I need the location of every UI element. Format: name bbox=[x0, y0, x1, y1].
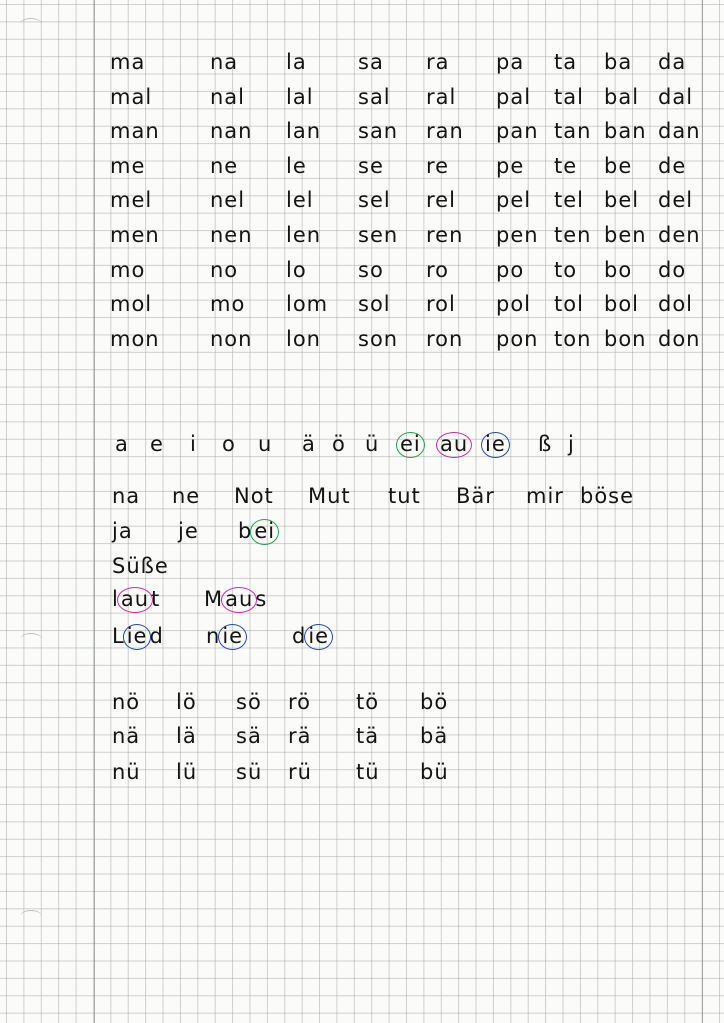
word: Not bbox=[234, 484, 274, 508]
syllable-cell: pen bbox=[496, 223, 539, 247]
ei-circle: ei bbox=[396, 432, 425, 458]
syllable-cell: ma bbox=[110, 50, 146, 74]
syllable-cell: le bbox=[286, 154, 307, 178]
umlaut-syllable: bö bbox=[420, 690, 449, 714]
syllable-cell: don bbox=[658, 327, 701, 351]
word-nie-n: n bbox=[206, 624, 221, 648]
umlaut-syllable: lü bbox=[176, 760, 198, 784]
letter-i: i bbox=[190, 432, 197, 456]
syllable-cell: de bbox=[658, 154, 687, 178]
syllable-cell: me bbox=[110, 154, 146, 178]
letter-ei-circled bbox=[398, 434, 423, 455]
letter-o: o bbox=[222, 432, 236, 456]
syllable-cell: se bbox=[358, 154, 384, 178]
syllable-cell: ral bbox=[426, 85, 457, 109]
syllable-cell: pa bbox=[496, 50, 525, 74]
word-nie bbox=[206, 626, 245, 647]
ei-circle: ei bbox=[250, 519, 279, 545]
letter-eszett: ß bbox=[538, 432, 553, 456]
syllable-cell: sal bbox=[358, 85, 391, 109]
word-lied bbox=[112, 626, 164, 647]
syllable-cell: pon bbox=[496, 327, 539, 351]
word: ne bbox=[172, 484, 201, 508]
au-circle: au bbox=[436, 432, 472, 458]
umlaut-syllable: nä bbox=[112, 724, 141, 748]
syllable-cell: do bbox=[658, 258, 687, 282]
punch-hole-top bbox=[20, 18, 42, 31]
word-lied-l: L bbox=[112, 624, 125, 648]
syllable-cell: sa bbox=[358, 50, 384, 74]
word: na bbox=[112, 484, 141, 508]
syllable-cell: bon bbox=[604, 327, 647, 351]
syllable-cell: lel bbox=[286, 188, 314, 212]
ie-circle: ie bbox=[481, 432, 510, 458]
syllable-cell: lan bbox=[286, 119, 322, 143]
syllable-cell: dol bbox=[658, 292, 694, 316]
letter-ie-circled bbox=[483, 434, 508, 455]
umlaut-syllable: nö bbox=[112, 690, 141, 714]
margin-line-right bbox=[702, 0, 703, 1023]
syllable-cell: nan bbox=[210, 119, 253, 143]
syllable-cell: re bbox=[426, 154, 450, 178]
umlaut-syllable: sä bbox=[236, 724, 262, 748]
umlaut-syllable: tö bbox=[356, 690, 380, 714]
punch-hole-bottom bbox=[20, 910, 42, 923]
au-circle: au bbox=[221, 587, 257, 613]
syllable-cell: bo bbox=[604, 258, 633, 282]
syllable-cell: del bbox=[658, 188, 694, 212]
syllable-cell: da bbox=[658, 50, 687, 74]
umlaut-syllable: nü bbox=[112, 760, 141, 784]
umlaut-syllable: sü bbox=[236, 760, 263, 784]
umlaut-syllable: rü bbox=[288, 760, 312, 784]
letter-u-umlaut: ü bbox=[365, 432, 380, 456]
syllable-cell: lom bbox=[286, 292, 329, 316]
word: mir bbox=[526, 484, 564, 508]
margin-line-left bbox=[94, 0, 95, 1023]
syllable-cell: sol bbox=[358, 292, 391, 316]
word-die-d: d bbox=[292, 624, 307, 648]
word-lied-d: d bbox=[149, 624, 164, 648]
syllable-cell: nal bbox=[210, 85, 246, 109]
word-bei bbox=[238, 521, 277, 542]
syllable-cell: ton bbox=[554, 327, 592, 351]
letter-e: e bbox=[150, 432, 164, 456]
au-circle: au bbox=[117, 587, 153, 613]
syllable-cell: mol bbox=[110, 292, 153, 316]
syllable-cell: pe bbox=[496, 154, 525, 178]
syllable-cell: pol bbox=[496, 292, 532, 316]
syllable-cell: nen bbox=[210, 223, 253, 247]
syllable-cell: len bbox=[286, 223, 322, 247]
syllable-cell: bol bbox=[604, 292, 640, 316]
letter-a: a bbox=[115, 432, 129, 456]
word-ja: ja bbox=[112, 519, 133, 543]
syllable-cell: to bbox=[554, 258, 578, 282]
syllable-cell: men bbox=[110, 223, 160, 247]
syllable-cell: sel bbox=[358, 188, 391, 212]
word-maus-s: s bbox=[255, 587, 268, 611]
syllable-cell: te bbox=[554, 154, 578, 178]
syllable-cell: lo bbox=[286, 258, 307, 282]
umlaut-syllable: sö bbox=[236, 690, 262, 714]
syllable-cell: ron bbox=[426, 327, 464, 351]
syllable-cell: mo bbox=[110, 258, 146, 282]
syllable-cell: nel bbox=[210, 188, 246, 212]
umlaut-syllable: bä bbox=[420, 724, 449, 748]
syllable-cell: tel bbox=[554, 188, 584, 212]
word-maus-m: M bbox=[204, 587, 224, 611]
syllable-cell: son bbox=[358, 327, 399, 351]
syllable-cell: den bbox=[658, 223, 701, 247]
umlaut-syllable: rä bbox=[288, 724, 312, 748]
syllable-cell: po bbox=[496, 258, 525, 282]
umlaut-syllable: lä bbox=[176, 724, 197, 748]
ie-circle: ie bbox=[218, 624, 247, 650]
syllable-cell: tan bbox=[554, 119, 592, 143]
letter-j: j bbox=[568, 432, 575, 456]
word-je: je bbox=[178, 519, 199, 543]
letter-au-circled bbox=[438, 434, 470, 455]
syllable-cell: ten bbox=[554, 223, 592, 247]
letter-a-umlaut: ä bbox=[302, 432, 316, 456]
word: Bär bbox=[456, 484, 495, 508]
letter-o-umlaut: ö bbox=[332, 432, 346, 456]
word-laut-t: t bbox=[151, 587, 161, 611]
word-maus bbox=[204, 589, 267, 610]
umlaut-syllable: tü bbox=[356, 760, 380, 784]
syllable-cell: ran bbox=[426, 119, 464, 143]
word: tut bbox=[388, 484, 421, 508]
syllable-cell: non bbox=[210, 327, 253, 351]
syllable-cell: ben bbox=[604, 223, 647, 247]
umlaut-syllable: bü bbox=[420, 760, 449, 784]
syllable-cell: ban bbox=[604, 119, 647, 143]
punch-hole-middle bbox=[20, 633, 42, 646]
syllable-cell: sen bbox=[358, 223, 399, 247]
syllable-cell: na bbox=[210, 50, 239, 74]
syllable-cell: lal bbox=[286, 85, 314, 109]
syllable-cell: lon bbox=[286, 327, 321, 351]
syllable-cell: ra bbox=[426, 50, 450, 74]
syllable-cell: bel bbox=[604, 188, 640, 212]
letter-u: u bbox=[258, 432, 273, 456]
syllable-cell: be bbox=[604, 154, 633, 178]
umlaut-syllable: tä bbox=[356, 724, 380, 748]
syllable-cell: pan bbox=[496, 119, 539, 143]
umlaut-syllable: lö bbox=[176, 690, 197, 714]
syllable-cell: tal bbox=[554, 85, 584, 109]
word-laut bbox=[112, 589, 160, 610]
syllable-cell: dan bbox=[658, 119, 701, 143]
syllable-cell: la bbox=[286, 50, 307, 74]
word-die bbox=[292, 626, 331, 647]
word-laut-l: l bbox=[112, 587, 119, 611]
syllable-cell: dal bbox=[658, 85, 694, 109]
syllable-cell: ne bbox=[210, 154, 239, 178]
syllable-cell: mel bbox=[110, 188, 153, 212]
word: Mut bbox=[308, 484, 351, 508]
word: böse bbox=[580, 484, 635, 508]
umlaut-syllable: rö bbox=[288, 690, 312, 714]
word-suesse: Süße bbox=[112, 554, 169, 578]
syllable-cell: bal bbox=[604, 85, 640, 109]
syllable-cell: san bbox=[358, 119, 399, 143]
syllable-cell: man bbox=[110, 119, 160, 143]
syllable-cell: pal bbox=[496, 85, 532, 109]
ie-circle: ie bbox=[304, 624, 333, 650]
ie-circle: ie bbox=[123, 624, 152, 650]
syllable-cell: mo bbox=[210, 292, 246, 316]
syllable-cell: ro bbox=[426, 258, 450, 282]
syllable-cell: ta bbox=[554, 50, 578, 74]
syllable-cell: rol bbox=[426, 292, 456, 316]
syllable-cell: pel bbox=[496, 188, 532, 212]
syllable-cell: ren bbox=[426, 223, 464, 247]
syllable-cell: mal bbox=[110, 85, 153, 109]
syllable-cell: ba bbox=[604, 50, 633, 74]
syllable-cell: mon bbox=[110, 327, 160, 351]
syllable-cell: no bbox=[210, 258, 239, 282]
word-bei-b: b bbox=[238, 519, 253, 543]
syllable-cell: rel bbox=[426, 188, 456, 212]
syllable-cell: so bbox=[358, 258, 384, 282]
syllable-cell: tol bbox=[554, 292, 584, 316]
